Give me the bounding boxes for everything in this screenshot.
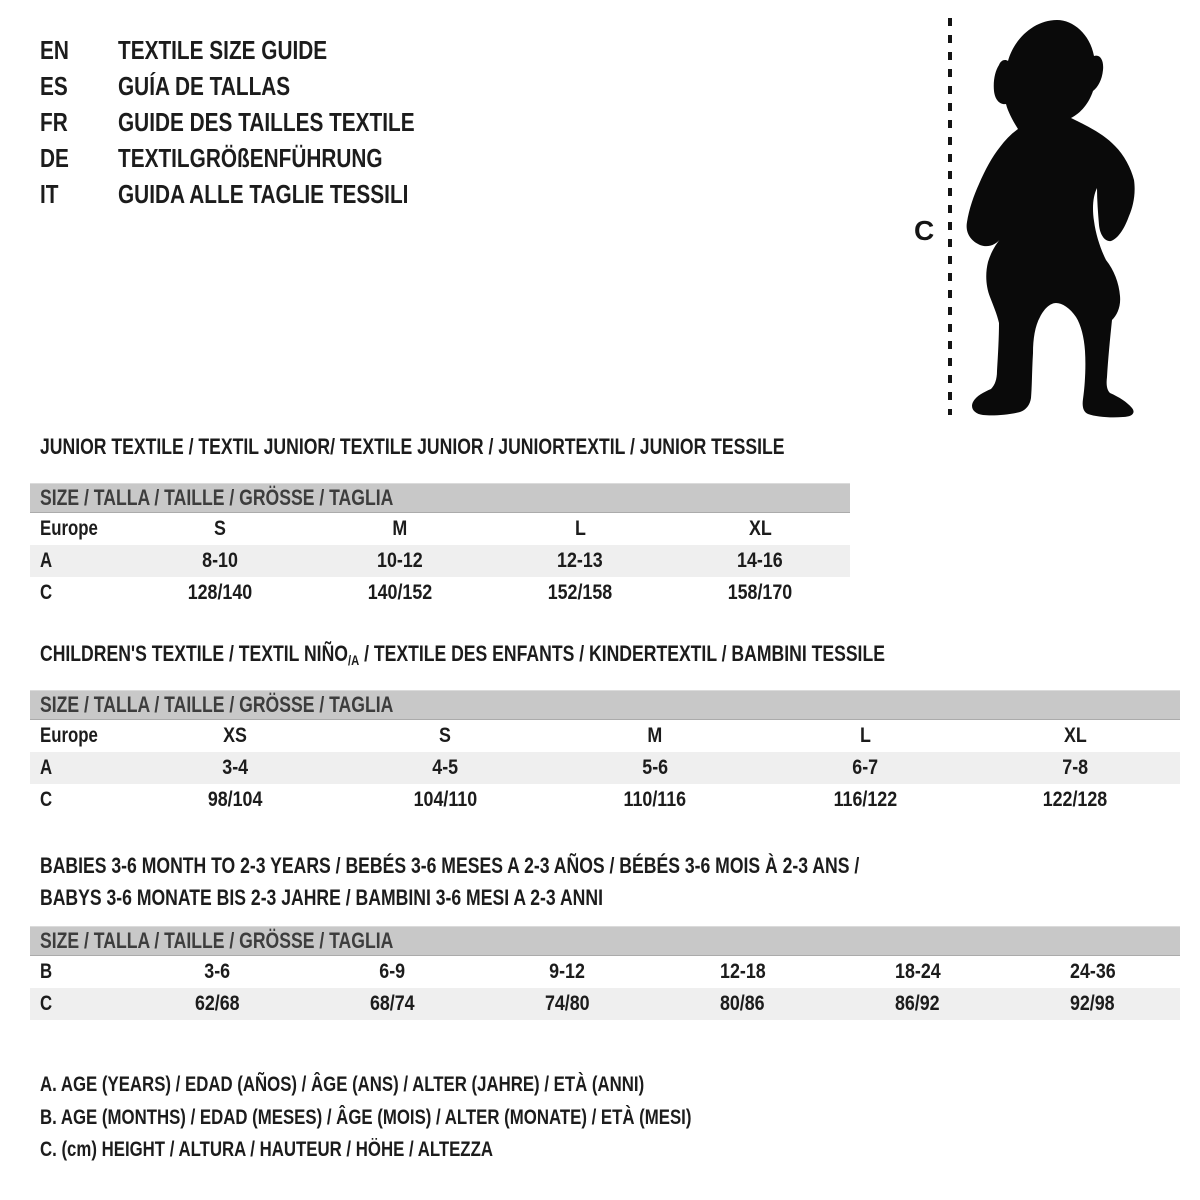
language-row bbox=[40, 140, 489, 176]
guide-title-de: TEXTILGRÖßENFÜHRUNG bbox=[118, 142, 383, 173]
table-row: Europe XS S M L XL bbox=[40, 724, 1087, 747]
row-label: C bbox=[40, 581, 53, 604]
table-row: A 3-4 4-5 5-6 6-7 7-8 bbox=[30, 752, 1180, 784]
row-label: Europe bbox=[40, 517, 98, 540]
table-row: C 98/104 104/110 110/116 116/122 122/128 bbox=[40, 788, 1108, 811]
row-label: B bbox=[40, 960, 53, 983]
toddler-figure bbox=[910, 8, 1180, 428]
language-row bbox=[40, 176, 489, 212]
table-row: C 62/68 68/74 74/80 80/86 86/92 92/98 bbox=[30, 988, 1180, 1020]
junior-section-title: JUNIOR TEXTILE / TEXTIL JUNIOR/ TEXTILE JUNIOR / JUNIORTEXTIL / JUNIOR TESSILE bbox=[40, 434, 785, 459]
babies-size-table bbox=[30, 926, 1180, 1020]
language-row bbox=[40, 104, 489, 140]
size-header-bar: SIZE / TALLA / TAILLE / GRÖSSE / TAGLIA bbox=[30, 690, 1180, 720]
table-row: C 128/140 140/152 152/158 158/170 bbox=[40, 581, 793, 604]
size-header-bar: SIZE / TALLA / TAILLE / GRÖSSE / TAGLIA bbox=[30, 483, 850, 513]
language-row bbox=[40, 32, 489, 68]
row-label: A bbox=[40, 549, 53, 572]
size-header-bar: SIZE / TALLA / TAILLE / GRÖSSE / TAGLIA bbox=[30, 926, 1180, 956]
language-code: EN bbox=[40, 34, 69, 65]
measurement-legend bbox=[40, 1069, 854, 1167]
legend-line-a: A. AGE (YEARS) / EDAD (AÑOS) / ÂGE (ANS) / ALTER (JAHRE) / ETÀ (ANNI) bbox=[40, 1073, 645, 1096]
legend-line-b: B. AGE (MONTHS) / EDAD (MESES) / ÂGE (MOIS) / ALTER (MONATE) / ETÀ (MESI) bbox=[40, 1105, 692, 1129]
table-row: B 3-6 6-9 9-12 12-18 18-24 24-36 bbox=[40, 960, 1116, 983]
guide-title-it: GUIDA ALLE TAGLIE TESSILI bbox=[118, 178, 409, 209]
guide-title-en: TEXTILE SIZE GUIDE bbox=[118, 34, 328, 65]
language-row bbox=[40, 68, 489, 104]
language-code: FR bbox=[40, 106, 68, 137]
language-code: IT bbox=[40, 178, 59, 209]
legend-line-c: C. (cm) HEIGHT / ALTURA / HAUTEUR / HÖHE / ALTEZZA bbox=[40, 1138, 493, 1161]
row-label: C bbox=[40, 788, 53, 811]
guide-title-fr: GUIDE DES TAILLES TEXTILE bbox=[118, 106, 415, 137]
row-label: A bbox=[40, 756, 53, 779]
children-section-title: CHILDREN'S TEXTILE / TEXTIL NIÑO/A / TEXTILE DES ENFANTS / KINDERTEXTIL / BAMBINI TESSILE bbox=[40, 641, 885, 668]
children-size-table bbox=[30, 690, 1180, 816]
babies-section-title: BABIES 3-6 MONTH TO 2-3 YEARS / BEBÉS 3-6 MESES A 2-3 AÑOS / BÉBÉS 3-6 MOIS À 2-3 ANS / BABYS 3-6 MONATE BIS 2-3 JAHRE / BAMBINI 3-6 MESI A 2-3 ANNI bbox=[40, 853, 860, 910]
measure-label: C bbox=[914, 215, 935, 246]
table-row: A 8-10 10-12 12-13 14-16 bbox=[30, 545, 850, 577]
language-code: DE bbox=[40, 142, 69, 173]
toddler-silhouette-icon bbox=[967, 20, 1135, 417]
junior-size-table bbox=[30, 483, 850, 609]
table-row: Europe S M L XL bbox=[40, 517, 772, 540]
guide-title-es: GUÍA DE TALLAS bbox=[118, 70, 291, 101]
nino-a-subscript: /A bbox=[347, 652, 360, 668]
language-code: ES bbox=[40, 70, 68, 101]
row-label: C bbox=[40, 992, 53, 1015]
row-label: Europe bbox=[40, 724, 98, 747]
language-list bbox=[40, 32, 489, 212]
